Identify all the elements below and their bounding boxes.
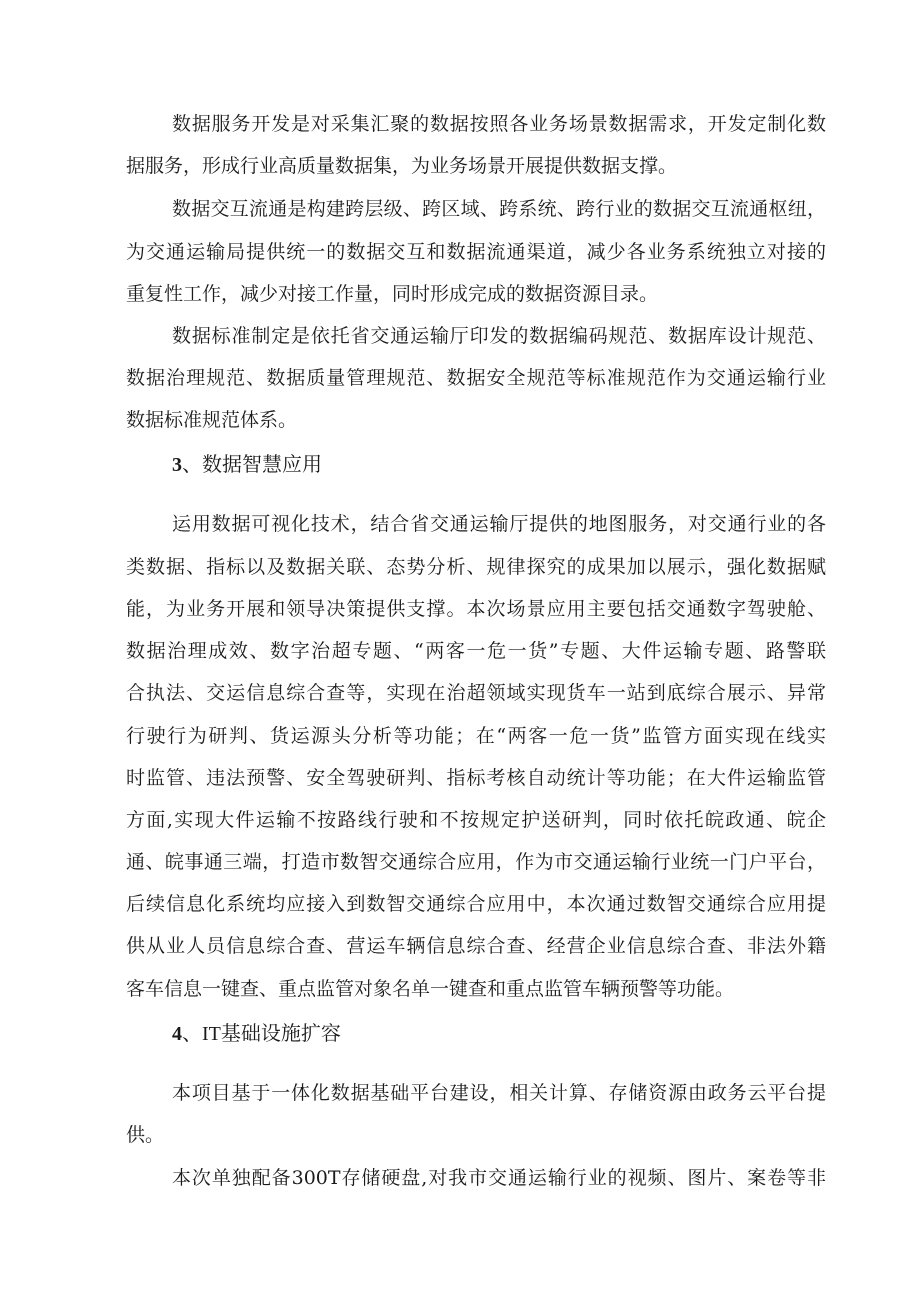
heading-number: 3 bbox=[172, 454, 182, 476]
heading-text: 、数据智慧应用 bbox=[182, 454, 322, 476]
paragraph-line: 本次单独配备300T存储硬盘,对我市交通运输行业的视频、图片、案卷等非 bbox=[172, 1167, 826, 1189]
heading-text: 、IT基础设施扩容 bbox=[182, 1023, 341, 1045]
paragraph-line: 数据治理成效、数字治超专题、“两客一危一货”专题、大件运输专题、路警联 bbox=[126, 640, 826, 662]
paragraph-line: 类数据、指标以及数据关联、态势分析、规律探究的成果加以展示，强化数据赋 bbox=[126, 556, 826, 578]
paragraph-line: 为交通运输局提供统一的数据交互和数据流通渠道，减少各业务系统独立对接的 bbox=[126, 241, 826, 263]
paragraph-line: 能，为业务开展和领导决策提供支撑。本次场景应用主要包括交通数字驾驶舱、 bbox=[126, 598, 826, 620]
paragraph-line: 数据标准制定是依托省交通运输厅印发的数据编码规范、数据库设计规范、 bbox=[172, 325, 826, 347]
section-heading-4 bbox=[172, 1021, 341, 1047]
paragraph-line: 本项目基于一体化数据基础平台建设，相关计算、存储资源由政务云平台提 bbox=[172, 1082, 826, 1104]
paragraph-line: 客车信息一键查、重点监管对象名单一键查和重点监管车辆预警等功能。 bbox=[126, 978, 735, 1000]
paragraph-line: 合执法、交运信息综合查等，实现在治超领域实现货车一站到底综合展示、异常 bbox=[126, 682, 826, 704]
paragraph-line: 运用数据可视化技术，结合省交通运输厅提供的地图服务，对交通行业的各 bbox=[172, 513, 826, 535]
heading-number: 4 bbox=[172, 1023, 182, 1045]
paragraph-line: 供。 bbox=[126, 1124, 165, 1146]
paragraph-line: 数据交互流通是构建跨层级、跨区域、跨系统、跨行业的数据交互流通枢纽， bbox=[172, 198, 826, 220]
paragraph-line: 时监管、违法预警、安全驾驶研判、指标考核自动统计等功能；在大件运输监管 bbox=[126, 767, 826, 789]
paragraph-line: 方面,实现大件运输不按路线行驶和不按规定护送研判，同时依托皖政通、皖企 bbox=[126, 809, 826, 831]
paragraph-line: 通、皖事通三端，打造市数智交通综合应用，作为市交通运输行业统一门户平台， bbox=[126, 851, 826, 873]
paragraph-line: 据服务，形成行业高质量数据集，为业务场景开展提供数据支撑。 bbox=[126, 155, 678, 177]
paragraph-line: 数据标准规范体系。 bbox=[126, 409, 298, 431]
section-heading-3 bbox=[172, 452, 322, 478]
paragraph-line: 数据服务开发是对采集汇聚的数据按照各业务场景数据需求，开发定制化数 bbox=[172, 113, 826, 135]
paragraph-line: 行驶行为研判、货运源头分析等功能；在“两客一危一货”监管方面实现在线实 bbox=[126, 725, 826, 747]
paragraph-line: 重复性工作，减少对接工作量，同时形成完成的数据资源目录。 bbox=[126, 283, 659, 305]
paragraph-line: 后续信息化系统均应接入到数智交通综合应用中，本次通过数智交通综合应用提 bbox=[126, 893, 826, 915]
paragraph-line: 供从业人员信息综合查、营运车辆信息综合查、经营企业信息综合查、非法外籍 bbox=[126, 935, 826, 957]
paragraph-line: 数据治理规范、数据质量管理规范、数据安全规范等标准规范作为交通运输行业 bbox=[126, 367, 826, 389]
